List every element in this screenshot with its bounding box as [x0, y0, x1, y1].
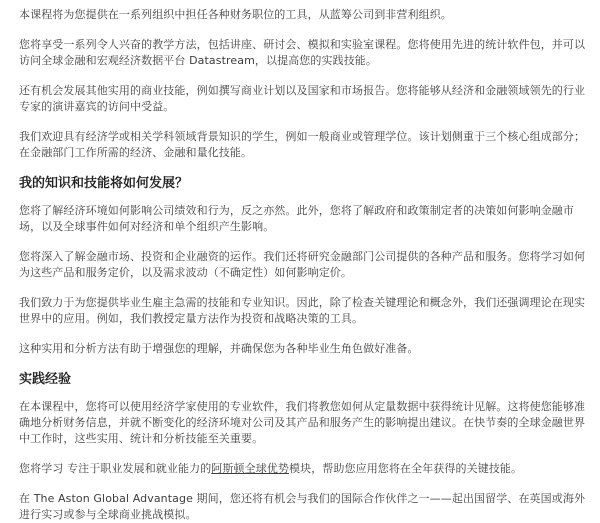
intro-paragraph-2: 您将享受一系列令人兴奋的教学方法，包括讲座、研讨会、模拟和实验室课程。您将使用先进的统计软件包，并可以访问全球金融和宏观经济数据平台 Datastream，以提高您的实践技能。 [19, 38, 586, 67]
intro-paragraph-4: 我们欢迎具有经济学或相关学科领域背景知识的学生，例如一般商业或管理学位。该计划侧重于三个核心组成部分；在金融部门工作所需的经济、金融和量化技能。 [19, 130, 586, 159]
skills-paragraph-1: 您将了解经济环境如何影响公司绩效和行为，反之亦然。此外，您将了解政府和政策制定者的决策如何影响金融市场，以及全球事件如何对经济和单个组织产生影响。 [19, 204, 574, 233]
intro-paragraph-1: 本课程将为您提供在一系列组织中担任各种财务职位的工具，从蓝筹公司到非营利组织。 [19, 8, 452, 21]
practice-paragraph-3: 在 The Aston Global Advantage 期间，您还将有机会与我们的国际合作伙伴之一——起出国留学、在英国或海外进行实习或参与全球商业挑战模拟。 [19, 492, 586, 521]
intro-paragraph-3: 还有机会发展其他实用的商业技能，例如撰写商业计划以及国家和市场报告。您将能够从经济和金融领域领先的行业专家的演讲嘉宾的访问中受益。 [19, 84, 586, 113]
skills-paragraph-2: 您将深入了解金融市场、投资和企业融资的运作。我们还将研究金融部门公司提供的各种产品和服务。您将学习如何为这些产品和服务定价，以及需求波动（不确定性）如何影响定价。 [19, 250, 586, 279]
skills-heading: 我的知识和技能将如何发展？ [19, 176, 189, 191]
practice-paragraph-2-start: 您将学习 专注于职业发展和就业能力的 [19, 462, 212, 475]
practice-paragraph-2-end: 模块，帮助您应用您将在全年获得的关键技能。 [289, 462, 523, 475]
practice-heading: 实践经验 [19, 372, 72, 387]
aston-global-advantage-link[interactable]: 阿斯顿全球优势 [211, 462, 289, 475]
practice-paragraph-2 [19, 461, 588, 477]
practice-paragraph-1: 在本课程中，您将可以使用经济学家使用的专业软件，我们将教您如何从定量数据中获得统计见解。这将使您能够准确地分析财务信息，并就不断变化的经济环境对公司及其产品和服务产生的影响提出建议。在快节奏的全球金融世界中工作时，这些实用、统计和分析技能至关重要。 [19, 400, 586, 445]
skills-paragraph-3: 我们致力于为您提供毕业生雇主急需的技能和专业知识。因此，除了检查关键理论和概念外，我们还强调理论在现实世界中的应用。例如，我们教授定量方法作为投资和战略决策的工具。 [19, 296, 586, 325]
skills-paragraph-4: 这种实用和分析方法有助于增强您的理解，并确保您为各种毕业生角色做好准备。 [19, 342, 419, 355]
